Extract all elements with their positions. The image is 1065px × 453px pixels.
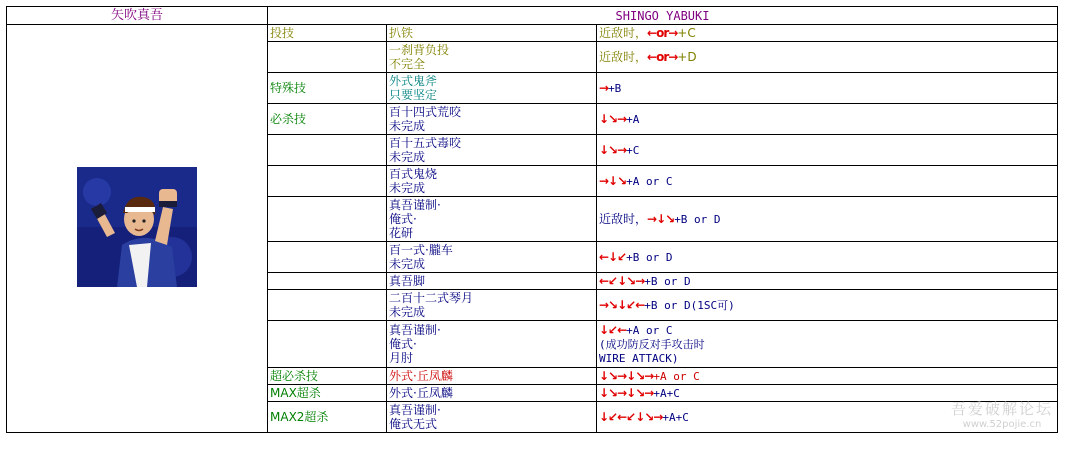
- command-buttons: +D: [677, 50, 697, 64]
- command-line: [599, 174, 1055, 189]
- command-prefix: 近敌时，: [599, 211, 648, 226]
- move-name-line: 未完成: [389, 257, 426, 271]
- move-name-line: 真吾谨制·: [389, 198, 441, 212]
- command-buttons: +B or D: [674, 212, 721, 226]
- command-buttons: +A or C: [626, 323, 673, 337]
- direction-arrows-icon: ←↓↙: [599, 249, 627, 264]
- move-name-line: 未完成: [389, 305, 426, 319]
- command-line: [599, 26, 1055, 40]
- move-name: [387, 402, 597, 433]
- move-category: [268, 242, 387, 273]
- move-name-line: 二百十二式琴月: [389, 291, 474, 305]
- move-name: [387, 197, 597, 242]
- command-line: [599, 50, 1055, 64]
- direction-arrows-icon: →↘↓↙←: [599, 297, 645, 312]
- command-buttons: +A or C: [626, 174, 673, 188]
- watermark-title: 吾爱破解论坛: [950, 400, 1053, 418]
- move-category: 超必杀技: [268, 368, 387, 385]
- move-name: [387, 42, 597, 73]
- move-name-line: 花研: [389, 226, 414, 240]
- command-buttons: +A+C: [662, 410, 689, 424]
- command-line: [599, 143, 1055, 158]
- move-category: 投技: [268, 25, 387, 42]
- move-category: [268, 42, 387, 73]
- move-name: [387, 104, 597, 135]
- command-line: [599, 112, 1055, 127]
- direction-arrows-icon: ←↙↓↘→: [599, 273, 645, 288]
- move-command: [597, 135, 1058, 166]
- command-prefix: 近敌时，: [599, 50, 648, 64]
- command-prefix: 近敌时，: [599, 26, 648, 40]
- move-command: [597, 321, 1058, 368]
- command-buttons: +A or C: [653, 369, 700, 383]
- move-list-table: [6, 6, 1058, 433]
- command-buttons: +A: [626, 112, 640, 126]
- fighter-portrait-icon: [77, 167, 197, 287]
- portrait-cell: [7, 25, 268, 433]
- direction-arrows-icon: ↓↘→↓↘→: [599, 368, 654, 383]
- direction-arrows-icon: ↓↘→: [599, 142, 627, 157]
- move-name: [387, 135, 597, 166]
- command-line: [599, 369, 1055, 384]
- move-name-line: 不完全: [389, 57, 426, 71]
- move-category: [268, 273, 387, 290]
- direction-arrows-icon: →↓↘: [599, 173, 627, 188]
- move-name: [387, 368, 597, 385]
- move-name-line: 未完成: [389, 119, 426, 133]
- direction-arrows-icon: ↓↘→↓↘→: [599, 385, 654, 400]
- command-buttons: +B or D(1SC可): [644, 298, 735, 312]
- command-line: [599, 250, 1055, 265]
- move-command: [597, 273, 1058, 290]
- move-name-line: 真吾脚: [389, 274, 426, 288]
- move-name-line: 俺式·: [389, 212, 417, 226]
- move-name-line: 外式鬼斧: [389, 74, 438, 88]
- direction-arrows-icon: ↓↙←: [599, 322, 627, 337]
- move-name-line: 俺式无式: [389, 417, 438, 431]
- move-row: [7, 25, 1058, 42]
- command-line: [599, 298, 1055, 313]
- direction-arrows-icon: →: [599, 80, 609, 95]
- direction-arrows-icon: ←or→: [647, 26, 678, 40]
- move-name-line: 百十五式毒咬: [389, 136, 462, 150]
- move-command: [597, 166, 1058, 197]
- move-name-line: 未完成: [389, 181, 426, 195]
- watermark-url: www.52pojie.cn: [962, 419, 1042, 430]
- move-name-line: 外式·丘凤麟: [389, 386, 453, 400]
- move-category: [268, 197, 387, 242]
- move-name-line: 只要坚定: [389, 88, 438, 102]
- direction-arrows-icon: ↓↘→: [599, 111, 627, 126]
- command-line: [599, 386, 1055, 401]
- command-line: [599, 410, 1055, 425]
- move-category: MAX超杀: [268, 385, 387, 402]
- move-command: [597, 25, 1058, 42]
- move-name-line: 一刹背负投: [389, 43, 450, 57]
- move-name-line: 外式·丘凤麟: [389, 369, 453, 383]
- move-category: [268, 166, 387, 197]
- move-name-line: 扒铁: [389, 26, 414, 40]
- move-command: [597, 290, 1058, 321]
- move-name-line: 俺式·: [389, 337, 417, 351]
- move-command: [597, 42, 1058, 73]
- move-name-line: 真吾谨制·: [389, 323, 441, 337]
- header-row: [7, 7, 1058, 25]
- move-command: [597, 368, 1058, 385]
- move-name: [387, 25, 597, 42]
- move-command: [597, 104, 1058, 135]
- direction-arrows-icon: →↓↘: [647, 211, 675, 226]
- move-name-line: 百一式·朧车: [389, 243, 453, 257]
- move-command: [597, 402, 1058, 433]
- move-name: [387, 242, 597, 273]
- move-category: [268, 135, 387, 166]
- move-category: MAX2超杀: [268, 402, 387, 433]
- move-name-line: 未完成: [389, 150, 426, 164]
- move-name: [387, 290, 597, 321]
- move-category: 必杀技: [268, 104, 387, 135]
- command-note: WIRE ATTACK): [599, 351, 679, 365]
- move-category: [268, 290, 387, 321]
- command-line: [599, 212, 1055, 227]
- command-buttons: +B or D: [626, 250, 673, 264]
- move-name: [387, 273, 597, 290]
- move-category: 特殊技: [268, 73, 387, 104]
- character-name-en: SHINGO YABUKI: [268, 7, 1058, 25]
- move-name-line: 月肘: [389, 351, 414, 365]
- direction-arrows-icon: ←or→: [647, 50, 678, 64]
- move-name: [387, 166, 597, 197]
- move-command: [597, 385, 1058, 402]
- command-buttons: +A+C: [653, 386, 680, 400]
- command-line: [599, 323, 1055, 338]
- move-command: [597, 242, 1058, 273]
- move-command: [597, 73, 1058, 104]
- command-buttons: +C: [626, 143, 640, 157]
- command-buttons: +C: [677, 26, 696, 40]
- command-buttons: +B or D: [644, 274, 691, 288]
- command-line: [599, 274, 1055, 289]
- move-name-line: 百式鬼烧: [389, 167, 438, 181]
- command-buttons: +B: [608, 81, 622, 95]
- command-line: [599, 81, 1055, 96]
- move-name: [387, 321, 597, 368]
- move-name-line: 百十四式荒咬: [389, 105, 462, 119]
- move-category: [268, 321, 387, 368]
- move-name: [387, 385, 597, 402]
- character-name-cn: 矢吹真吾: [7, 7, 268, 25]
- move-name: [387, 73, 597, 104]
- move-name-line: 真吾谨制·: [389, 403, 441, 417]
- direction-arrows-icon: ↓↙←↙↓↘→: [599, 409, 663, 424]
- command-note: (成功防反对手攻击时: [599, 337, 705, 351]
- move-command: [597, 197, 1058, 242]
